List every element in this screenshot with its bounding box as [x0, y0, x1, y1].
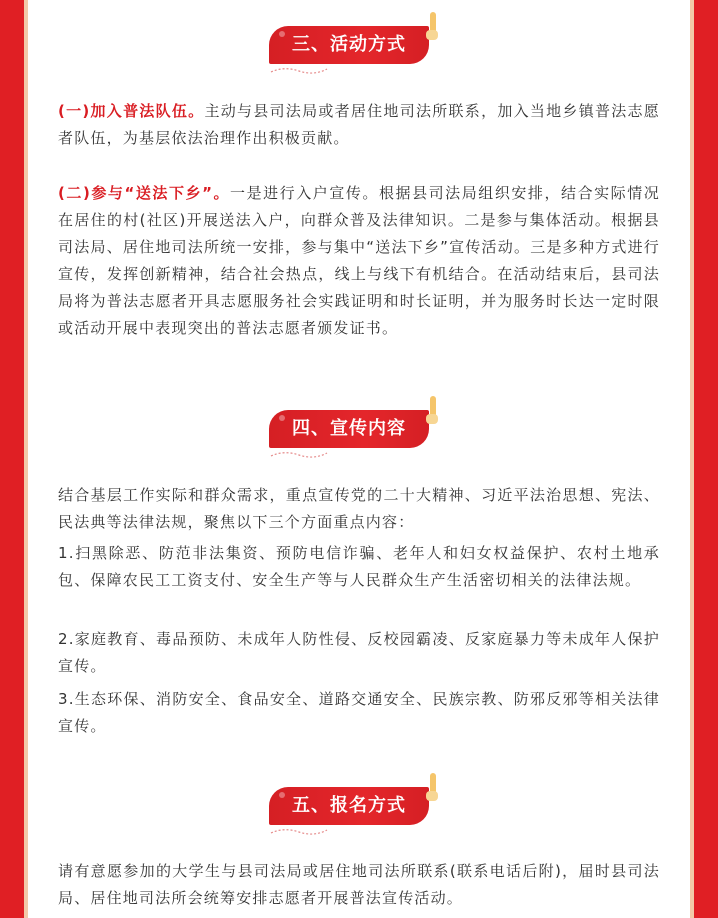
activity-item-1	[58, 98, 660, 152]
section-title: 三、活动方式	[269, 26, 429, 64]
sparkle-icon	[425, 773, 441, 803]
left-red-border	[0, 0, 28, 918]
section-header-publicity-content	[269, 396, 449, 460]
registration-text: 请有意愿参加的大学生与县司法局或居住地司法所联系(联系电话后附)，届时县司法局、居住地司法所会统筹安排志愿者开展普法宣传活动。	[58, 862, 660, 907]
content-item-1: 1.扫黑除恶、防范非法集资、预防电信诈骗、老年人和妇女权益保护、农村土地承包、保障农民工工资支付、安全生产等与人民群众生产生活密切相关的法律法规。	[58, 544, 660, 589]
activity-item-2	[58, 180, 660, 342]
swirl-decoration-icon	[269, 64, 329, 76]
swirl-decoration-icon	[269, 825, 329, 837]
section-header-activity-methods	[269, 12, 449, 76]
sparkle-icon	[425, 12, 441, 42]
activity-item-2-lead: (二)参与“送法下乡”。	[58, 184, 231, 202]
right-red-border	[690, 0, 718, 918]
swirl-decoration-icon	[269, 448, 329, 460]
sparkle-icon	[425, 396, 441, 426]
section-title: 五、报名方式	[269, 787, 429, 825]
section-header-registration	[269, 773, 449, 837]
section-title: 四、宣传内容	[269, 410, 429, 448]
content-item-2: 2.家庭教育、毒品预防、未成年人防性侵、反校园霸凌、反家庭暴力等未成年人保护宣传。	[58, 630, 660, 675]
content-intro: 结合基层工作实际和群众需求，重点宣传党的二十大精神、习近平法治思想、宪法、民法典等法律法规，聚焦以下三个方面重点内容：	[58, 486, 660, 531]
activity-item-1-text: 主动与县司法局或者居住地司法所联系，加入当地乡镇普法志愿者队伍，为基层依法治理作出积极贡献。	[58, 102, 660, 147]
content-item-3: 3.生态环保、消防安全、食品安全、道路交通安全、民族宗教、防邪反邪等相关法律宣传。	[58, 690, 660, 735]
activity-item-2-text: 一是进行入户宣传。根据县司法局组织安排，结合实际情况在居住的村(社区)开展送法入户，向群众普及法律知识。二是参与集体活动。根据县司法局、居住地司法所统一安排，参与集中“送法下乡”宣传活动。三是多种方式进行宣传，发挥创新精神，结合社会热点，线上与线下有机结合。在活动结束后，县司法局将为普法志愿者开具志愿服务社会实践证明和时长证明，并为服务时长达一定时限或活动开展中表现突出的普法志愿者颁发证书。	[58, 184, 660, 337]
activity-item-1-lead: (一)加入普法队伍。	[58, 102, 205, 120]
